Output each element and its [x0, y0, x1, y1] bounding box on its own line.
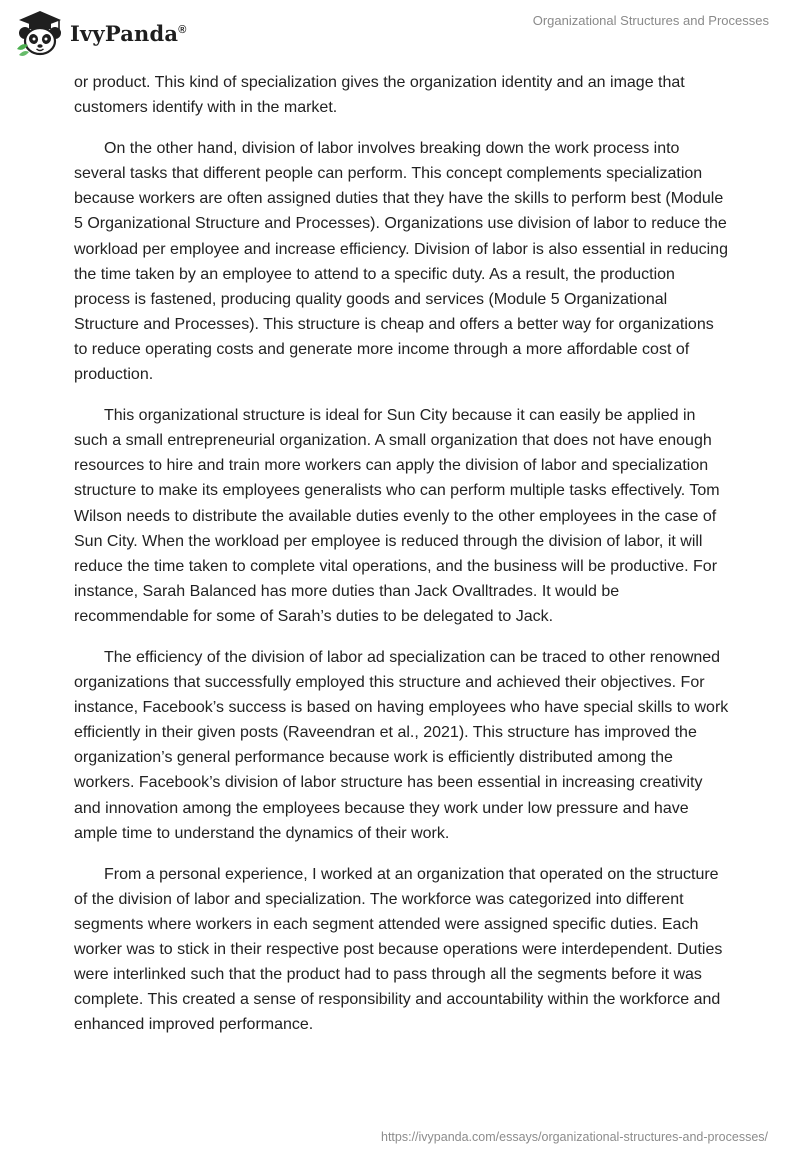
- paragraph: This organizational structure is ideal for Sun City because it can easily be applied in such a small entrepreneurial organization. A small organization that does not have enough resources to hire and train more workers can apply the division of labor and specialization structure to make its employees generalists who can perform multiple tasks effectively. Tom Wilson needs to distribute the available duties evenly to the other employees in the case of Sun City. When the workload per employee is reduced through the division of labor, it will reduce the time taken to complete vital operations, and the business will be productive. For instance, Sarah Balanced has more duties than Jack Ovalltrades. It would be recommendable for some of Sarah’s duties to be delegated to Jack.: [74, 407, 720, 625]
- brand-logo[interactable]: [14, 8, 187, 58]
- paragraph: From a personal experience, I worked at an organization that operated on the structure of the division of labor and specialization. The workforce was categorized into different segments where workers in each segment attended were assigned specific duties. Each worker was to stick in their respective post because operations were interdependent. Duties were interlinked such that the product had to pass through all the segments before it was complete. This created a sense of responsibility and accountability within the workforce and enhanced improved performance.: [74, 865, 723, 1034]
- paragraph: or product. This kind of specialization gives the organization identity and an image that customers identify with in the market.: [74, 74, 685, 117]
- essay-body: [74, 70, 730, 1053]
- source-url[interactable]: https://ivypanda.com/essays/organizational-structures-and-processes/: [381, 1130, 768, 1144]
- registered-mark: ®: [178, 23, 187, 36]
- brand-name-text: IvyPanda: [70, 20, 179, 46]
- document-title: Organizational Structures and Processes: [532, 13, 769, 28]
- page-header: [0, 0, 800, 70]
- paragraph: The efficiency of the division of labor ad specialization can be traced to other renowned organizations that successfully employed this structure and achieved their objectives. For instance, Facebook’s success is based on having employees who have special skills to work efficiently in their given posts (Raveendran et al., 2021). This structure has improved the organization’s general performance because work is efficiently distributed among the workers. Facebook’s division of labor structure has been essential in increasing creativity and innovation among the employees because they work under low pressure and have ample time to understand the dynamics of their work.: [74, 648, 729, 842]
- panda-graduate-icon: [14, 9, 66, 57]
- brand-name: [70, 21, 187, 46]
- paragraph: On the other hand, division of labor involves breaking down the work process into several tasks that different people can perform. This concept complements specialization because workers are often assigned duties that they have the skills to perform best (Module 5 Organizational Structure and Processes). Organizations use division of labor to reduce the workload per employee and increase efficiency. Division of labor is also essential in reducing the time taken by an employee to attend to a specific duty. As a result, the production process is fastened, producing quality goods and services (Module 5 Organizational Structure and Processes). This structure is cheap and offers a better way for organizations to reduce operating costs and generate more income through a more affordable cost of production.: [74, 140, 728, 384]
